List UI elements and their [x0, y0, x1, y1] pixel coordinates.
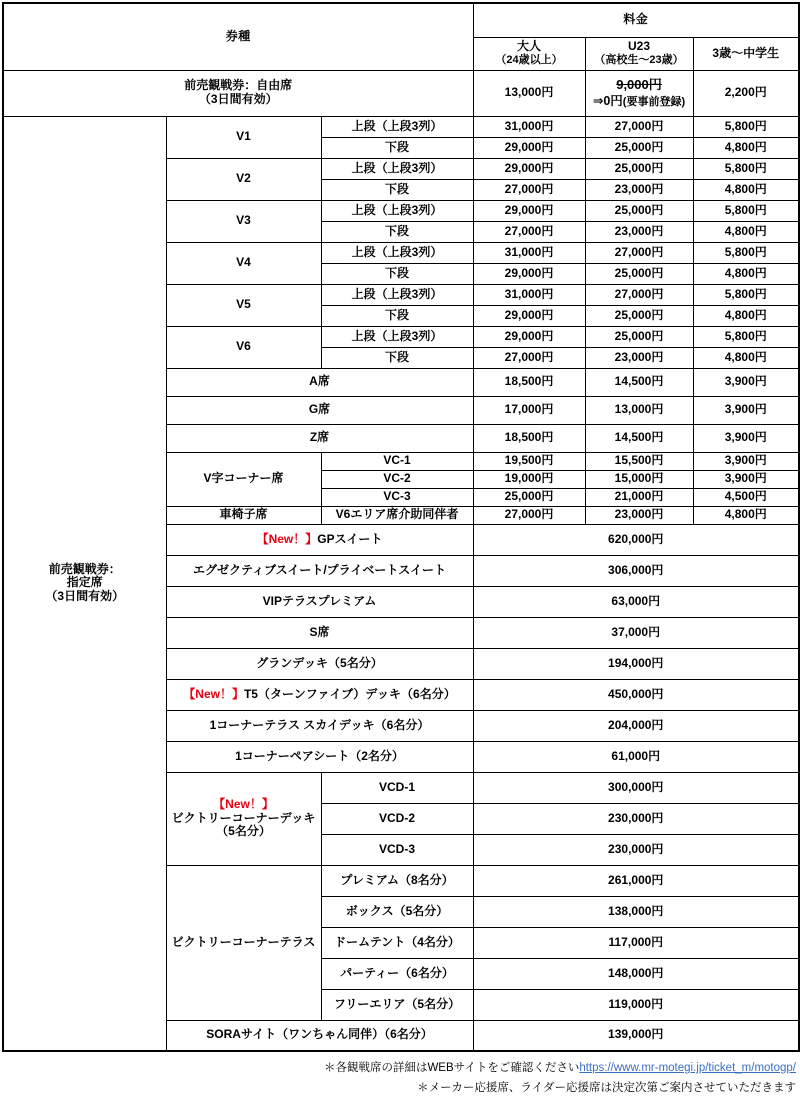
footnote-1-text: ＊各観戦席の詳細はWEBサイトをご確認ください — [323, 1062, 580, 1074]
row-free-seat — [3, 70, 799, 116]
vc-2-u23: 15,000円 — [585, 470, 693, 488]
wheelchair-adult: 27,000円 — [473, 506, 585, 524]
row-v1-upper — [3, 116, 799, 137]
seat-gp-suite-label: GPスイート — [317, 531, 383, 546]
a-child: 3,900円 — [693, 368, 799, 396]
new-badge: 【New！】 — [213, 796, 274, 811]
section-upper: 上段（上段3列） — [321, 284, 473, 305]
vc-3-adult: 25,000円 — [473, 488, 585, 506]
header-u23-sub: （高校生～23歳） — [594, 54, 684, 67]
vct-box-label: ボックス（5名分） — [321, 896, 473, 927]
seat-wheelchair: 車椅子席 — [166, 506, 321, 524]
v5-lower-u23: 25,000円 — [585, 305, 693, 326]
vc-1-child: 3,900円 — [693, 452, 799, 470]
v6-upper-u23: 25,000円 — [585, 326, 693, 347]
g-child: 3,900円 — [693, 396, 799, 424]
seat-block-v6: V6 — [166, 326, 321, 368]
vcd-1-price: 300,000円 — [473, 772, 799, 803]
website-link[interactable]: https://www.mr-motegi.jp/ticket_m/motogp/ — [579, 1062, 796, 1074]
new-badge: 【New！】 — [183, 686, 244, 701]
reserved-label-line2: 指定席 — [66, 575, 103, 590]
executive-suite-price: 306,000円 — [473, 555, 799, 586]
v1-lower-u23: 25,000円 — [585, 137, 693, 158]
vc-2-adult: 19,000円 — [473, 470, 585, 488]
vc-1-label: VC-1 — [321, 452, 473, 470]
vc-1-u23: 15,500円 — [585, 452, 693, 470]
seat-grand-deck: グランデッキ（5名分） — [166, 648, 473, 679]
seat-corner1-pairseat: 1コーナーペアシート（2名分） — [166, 741, 473, 772]
seat-vip-terrace-premium: VIPテラスプレミアム — [166, 586, 473, 617]
grand-deck-price: 194,000円 — [473, 648, 799, 679]
a-u23: 14,500円 — [585, 368, 693, 396]
table-header-row-1 — [3, 3, 799, 37]
vct-premium-price: 261,000円 — [473, 865, 799, 896]
free-seat-u23-price — [585, 70, 693, 116]
v4-upper-adult: 31,000円 — [473, 242, 585, 263]
v6-upper-adult: 29,000円 — [473, 326, 585, 347]
vct-dometent-price: 117,000円 — [473, 927, 799, 958]
v2-lower-child: 4,800円 — [693, 179, 799, 200]
free-seat-u23-old-price: 9,000円 — [616, 76, 662, 92]
vc-1-adult: 19,500円 — [473, 452, 585, 470]
victory-deck-line2: ビクトリーコーナーデッキ — [171, 810, 316, 825]
v1-upper-child: 5,800円 — [693, 116, 799, 137]
reserved-seat-label — [3, 116, 166, 1051]
free-seat-label-line1: 前売観戦券：自由席 — [184, 78, 293, 93]
vcd-2-price: 230,000円 — [473, 803, 799, 834]
victory-deck-line3: （5名分） — [216, 824, 271, 839]
header-price: 料金 — [473, 3, 799, 37]
vct-party-price: 148,000円 — [473, 958, 799, 989]
vc-2-child: 3,900円 — [693, 470, 799, 488]
v3-lower-adult: 27,000円 — [473, 221, 585, 242]
free-seat-child-price: 2,200円 — [693, 70, 799, 116]
seat-corner1-skydeck: 1コーナーテラス スカイデッキ（6名分） — [166, 710, 473, 741]
v1-upper-u23: 27,000円 — [585, 116, 693, 137]
header-adult-sub: （24歳以上） — [495, 54, 563, 67]
v5-lower-child: 4,800円 — [693, 305, 799, 326]
section-upper: 上段（上段3列） — [321, 116, 473, 137]
free-seat-label — [3, 70, 473, 116]
wheelchair-child: 4,800円 — [693, 506, 799, 524]
z-adult: 18,500円 — [473, 424, 585, 452]
seat-a: A席 — [166, 368, 473, 396]
section-lower: 下段 — [321, 221, 473, 242]
v1-lower-adult: 29,000円 — [473, 137, 585, 158]
v6-lower-u23: 23,000円 — [585, 347, 693, 368]
v6-lower-adult: 27,000円 — [473, 347, 585, 368]
v4-upper-child: 5,800円 — [693, 242, 799, 263]
seat-block-v2: V2 — [166, 158, 321, 200]
free-seat-label-line2: （3日間有効） — [198, 92, 278, 106]
t5-deck-price: 450,000円 — [473, 679, 799, 710]
footnote-2: ＊メーカー応援席、ライダー応援席は決定次第ご案内させていただきます — [417, 1082, 796, 1095]
vcd-1-label: VCD-1 — [321, 772, 473, 803]
v2-lower-adult: 27,000円 — [473, 179, 585, 200]
seat-block-v4: V4 — [166, 242, 321, 284]
gp-suite-price: 620,000円 — [473, 524, 799, 555]
v5-upper-u23: 27,000円 — [585, 284, 693, 305]
footnote-1 — [2, 1058, 796, 1078]
vct-freearea-price: 119,000円 — [473, 989, 799, 1020]
header-u23 — [585, 37, 693, 70]
g-adult: 17,000円 — [473, 396, 585, 424]
section-lower: 下段 — [321, 347, 473, 368]
vc-3-child: 4,500円 — [693, 488, 799, 506]
free-seat-adult-price: 13,000円 — [473, 70, 585, 116]
wheelchair-sub: V6エリア席介助同伴者 — [321, 506, 473, 524]
ticket-price-page — [0, 2, 800, 1095]
corner1-skydeck-price: 204,000円 — [473, 710, 799, 741]
section-lower: 下段 — [321, 305, 473, 326]
vct-dometent-label: ドームテント（4名分） — [321, 927, 473, 958]
v5-lower-adult: 29,000円 — [473, 305, 585, 326]
v4-lower-u23: 25,000円 — [585, 263, 693, 284]
wheelchair-u23: 23,000円 — [585, 506, 693, 524]
seat-victory-corner-deck — [166, 772, 321, 865]
seat-g: G席 — [166, 396, 473, 424]
z-child: 3,900円 — [693, 424, 799, 452]
vct-premium-label: プレミアム（8名分） — [321, 865, 473, 896]
seat-block-v5: V5 — [166, 284, 321, 326]
vcd-3-label: VCD-3 — [321, 834, 473, 865]
sora-site-price: 139,000円 — [473, 1020, 799, 1051]
z-u23: 14,500円 — [585, 424, 693, 452]
corner1-pairseat-price: 61,000円 — [473, 741, 799, 772]
v5-upper-adult: 31,000円 — [473, 284, 585, 305]
vip-terrace-premium-price: 63,000円 — [473, 586, 799, 617]
v3-upper-adult: 29,000円 — [473, 200, 585, 221]
seat-z: Z席 — [166, 424, 473, 452]
header-adult — [473, 37, 585, 70]
section-upper: 上段（上段3列） — [321, 242, 473, 263]
seat-t5-deck-label: T5（ターンファイブ）デッキ（6名分） — [243, 686, 456, 701]
s-seat-price: 37,000円 — [473, 617, 799, 648]
g-u23: 13,000円 — [585, 396, 693, 424]
section-lower: 下段 — [321, 179, 473, 200]
section-lower: 下段 — [321, 137, 473, 158]
vcd-3-price: 230,000円 — [473, 834, 799, 865]
seat-executive-suite: エグゼクティブスイート/プライベートスイート — [166, 555, 473, 586]
v2-upper-u23: 25,000円 — [585, 158, 693, 179]
v3-lower-child: 4,800円 — [693, 221, 799, 242]
header-kind: 券種 — [3, 3, 473, 70]
seat-sora-site: SORAサイト（ワンちゃん同伴）（6名分） — [166, 1020, 473, 1051]
v4-lower-child: 4,800円 — [693, 263, 799, 284]
vct-party-label: パーティー（6名分） — [321, 958, 473, 989]
reserved-label-line3: （3日間有効） — [45, 589, 125, 604]
section-upper: 上段（上段3列） — [321, 158, 473, 179]
v2-upper-adult: 29,000円 — [473, 158, 585, 179]
seat-s: S席 — [166, 617, 473, 648]
a-adult: 18,500円 — [473, 368, 585, 396]
vcd-2-label: VCD-2 — [321, 803, 473, 834]
v4-upper-u23: 27,000円 — [585, 242, 693, 263]
free-seat-u23-new-price: ⇒0円(要事前登録) — [592, 93, 686, 108]
header-child: 3歳～中学生 — [693, 37, 799, 70]
section-lower: 下段 — [321, 263, 473, 284]
footnotes — [2, 1058, 798, 1098]
seat-block-v3: V3 — [166, 200, 321, 242]
seat-gp-suite — [166, 524, 473, 555]
v6-upper-child: 5,800円 — [693, 326, 799, 347]
v1-upper-adult: 31,000円 — [473, 116, 585, 137]
v3-upper-u23: 25,000円 — [585, 200, 693, 221]
header-adult-main: 大人 — [516, 39, 541, 54]
ticket-price-table — [2, 2, 800, 1052]
vc-2-label: VC-2 — [321, 470, 473, 488]
v5-upper-child: 5,800円 — [693, 284, 799, 305]
reserved-label-line1: 前売観戦券： — [48, 561, 121, 576]
v1-lower-child: 4,800円 — [693, 137, 799, 158]
vct-box-price: 138,000円 — [473, 896, 799, 927]
section-upper: 上段（上段3列） — [321, 200, 473, 221]
seat-t5-deck — [166, 679, 473, 710]
section-upper: 上段（上段3列） — [321, 326, 473, 347]
v4-lower-adult: 29,000円 — [473, 263, 585, 284]
v3-upper-child: 5,800円 — [693, 200, 799, 221]
vc-3-u23: 21,000円 — [585, 488, 693, 506]
seat-block-v1: V1 — [166, 116, 321, 158]
new-badge: 【New！】 — [256, 531, 318, 546]
seat-v-corner: V字コーナー席 — [166, 452, 321, 506]
v6-lower-child: 4,800円 — [693, 347, 799, 368]
v3-lower-u23: 23,000円 — [585, 221, 693, 242]
vc-3-label: VC-3 — [321, 488, 473, 506]
vct-freearea-label: フリーエリア（5名分） — [321, 989, 473, 1020]
seat-victory-corner-terrace: ビクトリーコーナーテラス — [166, 865, 321, 1020]
v2-upper-child: 5,800円 — [693, 158, 799, 179]
v2-lower-u23: 23,000円 — [585, 179, 693, 200]
header-u23-main: U23 — [627, 39, 650, 54]
